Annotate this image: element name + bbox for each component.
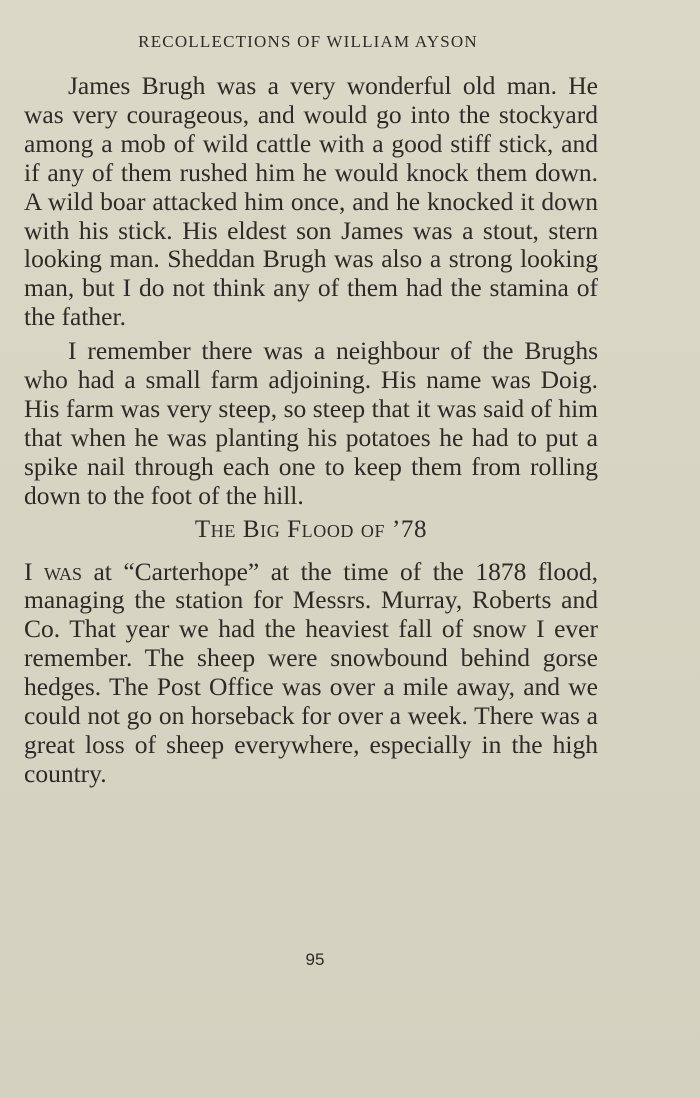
paragraph-flood-text: at “Carterhope” at the time of the 1878 flood, managing the station for Messrs. Murray, Roberts and Co. That year we had the heaviest fall of snow I ever remember. The sheep were snowbound behind gorse hedges. The Post Office was over a mile away, and we could not go on horseback for over a week. There was a great loss of sheep everywhere, especially in the high country. (24, 556, 599, 788)
body-text (24, 72, 598, 789)
paragraph-flood (24, 558, 598, 789)
paragraph-doig: I remember there was a neighbour of the Brughs who had a small farm adjoining. His name was Doig. His farm was very steep, so steep that it was said of him that when he was planting his potatoes he had to put a spike nail through each one to keep them from rolling down to the foot of the hill. (24, 336, 598, 510)
section-lead-in: I was (24, 556, 82, 586)
paragraph-brugh: James Brugh was a very wonderful old man. He was very courageous, and would go into the stockyard among a mob of wild cattle with a good stiff stick, and if any of them rushed him he would knock them down. A wild boar attacked him once, and he knocked it down with his stick. His eldest son James was a stout, stern looking man. Sheddan Brugh was also a strong looking man, but I do not think any of them had the stamina of the father. (24, 71, 598, 332)
page-number: 95 (305, 950, 325, 969)
section-heading: The Big Flood of ’78 (194, 515, 428, 543)
running-head: RECOLLECTIONS OF WILLIAM AYSON (138, 32, 478, 51)
